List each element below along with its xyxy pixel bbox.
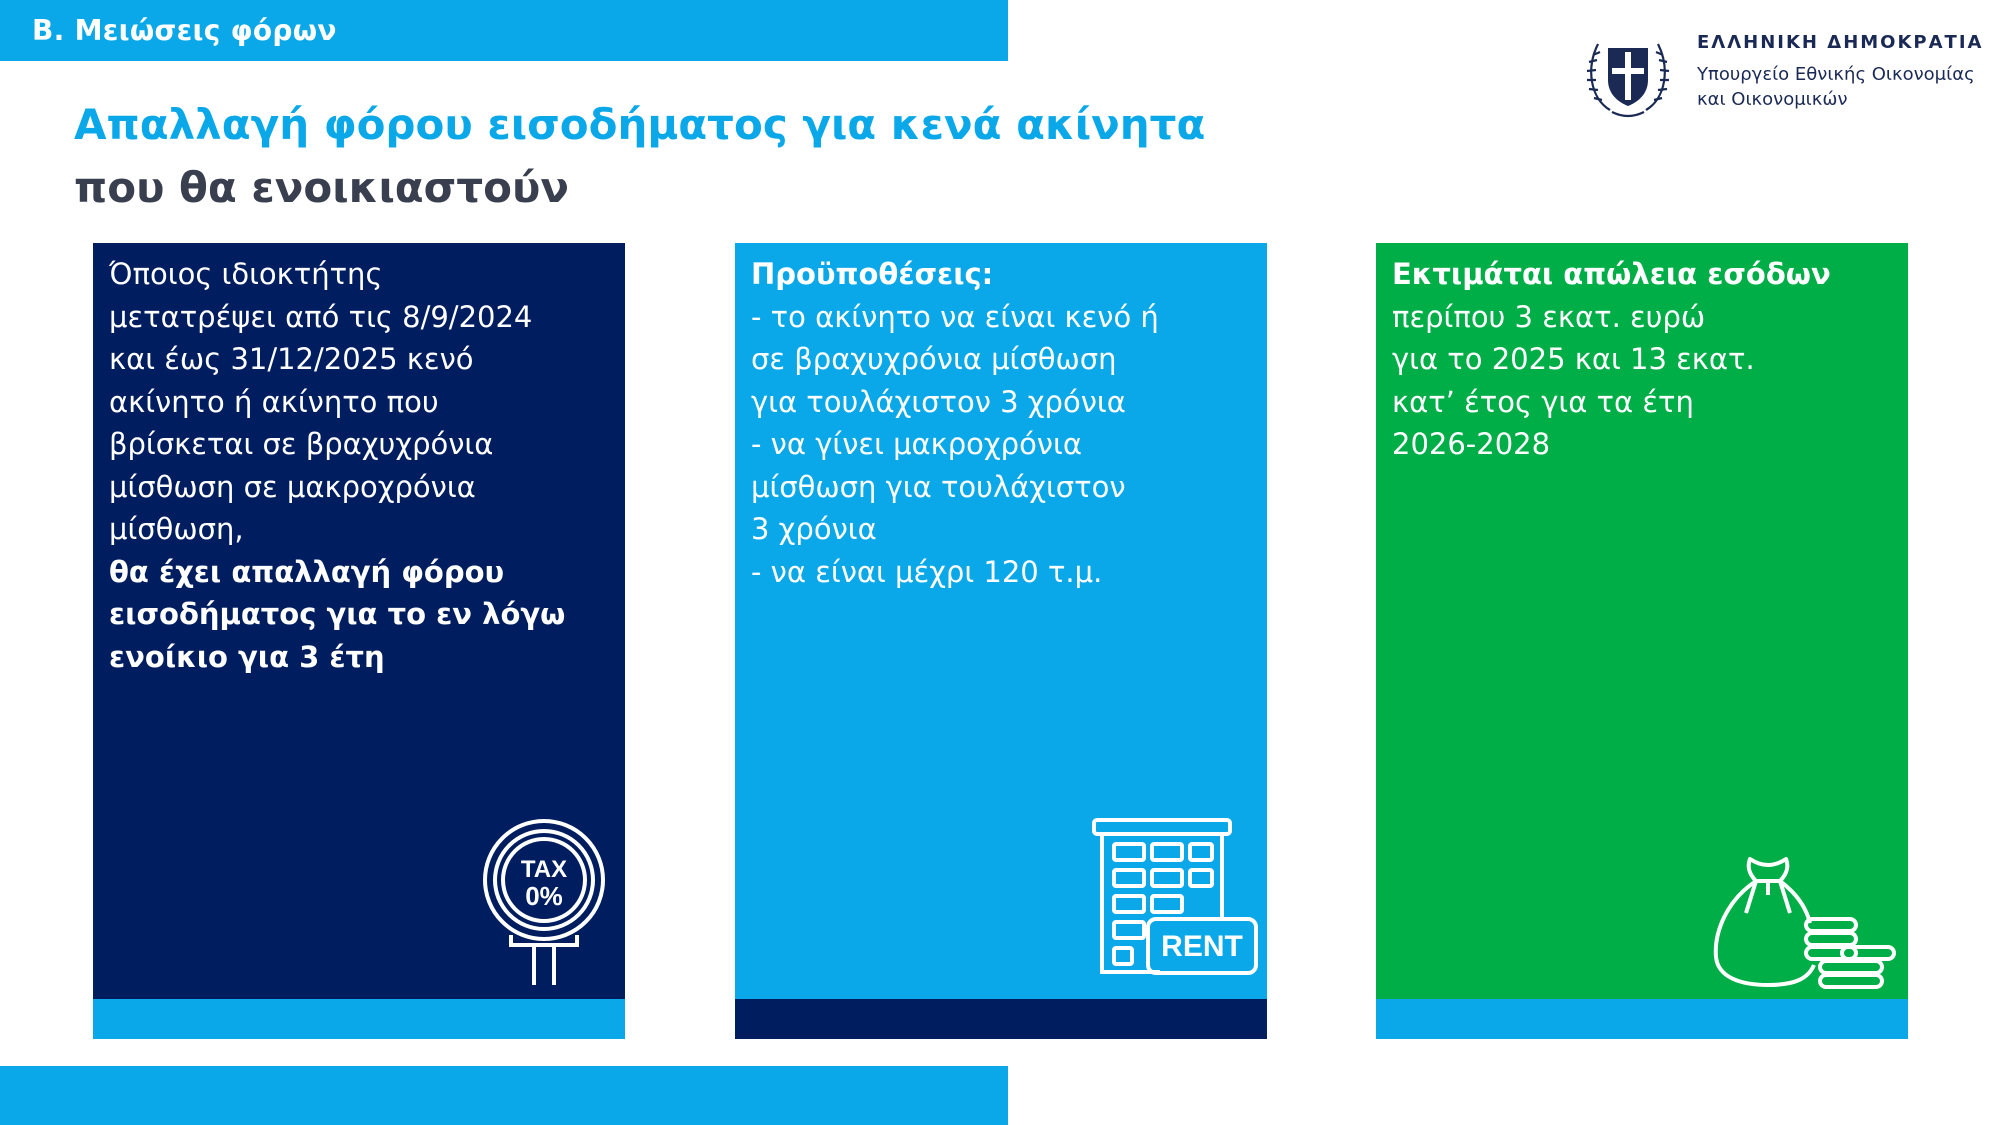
card-line: ακίνητο ή ακίνητο που bbox=[109, 384, 439, 419]
card-line-bold: θα έχει απαλλαγή φόρου bbox=[109, 554, 505, 589]
page-title: Απαλλαγή φόρου εισοδήματος για κενά ακίνητα bbox=[74, 100, 1206, 149]
card-line: σε βραχυχρόνια μίσθωση bbox=[751, 342, 1117, 376]
card-bottom-strip bbox=[1376, 999, 1908, 1039]
coat-of-arms-icon bbox=[1580, 28, 1676, 122]
ministry-name bbox=[1697, 62, 1975, 112]
ministry-line-2: και Οικονομικών bbox=[1697, 89, 1848, 110]
card-line-bold: Εκτιμάται απώλεια εσόδων bbox=[1392, 257, 1831, 291]
tax-zero-percent-icon bbox=[481, 817, 611, 987]
country-name: ΕΛΛΗΝΙΚΗ ΔΗΜΟΚΡΑΤΙΑ bbox=[1697, 32, 1984, 53]
tax-label: TAX bbox=[520, 856, 568, 883]
exemption-text bbox=[109, 253, 609, 678]
exemption-card bbox=[93, 243, 625, 1039]
tax-percent: 0% bbox=[525, 881, 563, 911]
card-line: μετατρέψει από τις 8/9/2024 bbox=[109, 299, 533, 334]
card-line: μίσθωση σε μακροχρόνια bbox=[109, 469, 476, 504]
card-bottom-strip bbox=[735, 999, 1267, 1039]
card-line: - να είναι μέχρι 120 τ.μ. bbox=[751, 554, 1103, 589]
card-line: και έως 31/12/2025 κενό bbox=[109, 342, 474, 376]
card-line-bold: Προϋποθέσεις: bbox=[751, 257, 994, 291]
revenue-loss-text bbox=[1392, 253, 1892, 466]
rent-label: RENT bbox=[1161, 930, 1243, 963]
ministry-line-1: Υπουργείο Εθνικής Οικονομίας bbox=[1697, 64, 1975, 85]
card-line: 3 χρόνια bbox=[751, 512, 877, 546]
card-line: περίπου 3 εκατ. ευρώ bbox=[1392, 299, 1706, 334]
card-line: για το 2025 και 13 εκατ. bbox=[1392, 342, 1755, 376]
card-line: μίσθωση για τουλάχιστον bbox=[751, 469, 1126, 504]
revenue-loss-card bbox=[1376, 243, 1908, 1039]
card-bottom-strip bbox=[93, 999, 625, 1039]
card-line: - να γίνει μακροχρόνια bbox=[751, 427, 1082, 461]
card-line: μίσθωση, bbox=[109, 512, 244, 546]
card-line: Όποιος ιδιοκτήτης bbox=[109, 257, 383, 291]
card-line: για τουλάχιστον 3 χρόνια bbox=[751, 384, 1126, 419]
page-subtitle: που θα ενοικιαστούν bbox=[74, 163, 569, 212]
card-line: βρίσκεται σε βραχυχρόνια bbox=[109, 427, 494, 461]
conditions-text bbox=[751, 253, 1251, 593]
bottom-banner bbox=[0, 1066, 1008, 1125]
top-banner bbox=[0, 0, 1008, 61]
card-line: κατ’ έτος για τα έτη bbox=[1392, 384, 1694, 419]
conditions-card bbox=[735, 243, 1267, 1039]
card-line-bold: ενοίκιο για 3 έτη bbox=[109, 639, 385, 674]
section-label: Β. Μειώσεις φόρων bbox=[32, 14, 337, 47]
card-line: - το ακίνητο να είναι κενό ή bbox=[751, 299, 1159, 334]
card-line-bold: εισοδήματος για το εν λόγω bbox=[109, 597, 566, 631]
money-bag-coins-icon bbox=[1710, 855, 1900, 990]
rent-building-icon bbox=[1090, 816, 1260, 976]
card-line: 2026-2028 bbox=[1392, 427, 1551, 461]
